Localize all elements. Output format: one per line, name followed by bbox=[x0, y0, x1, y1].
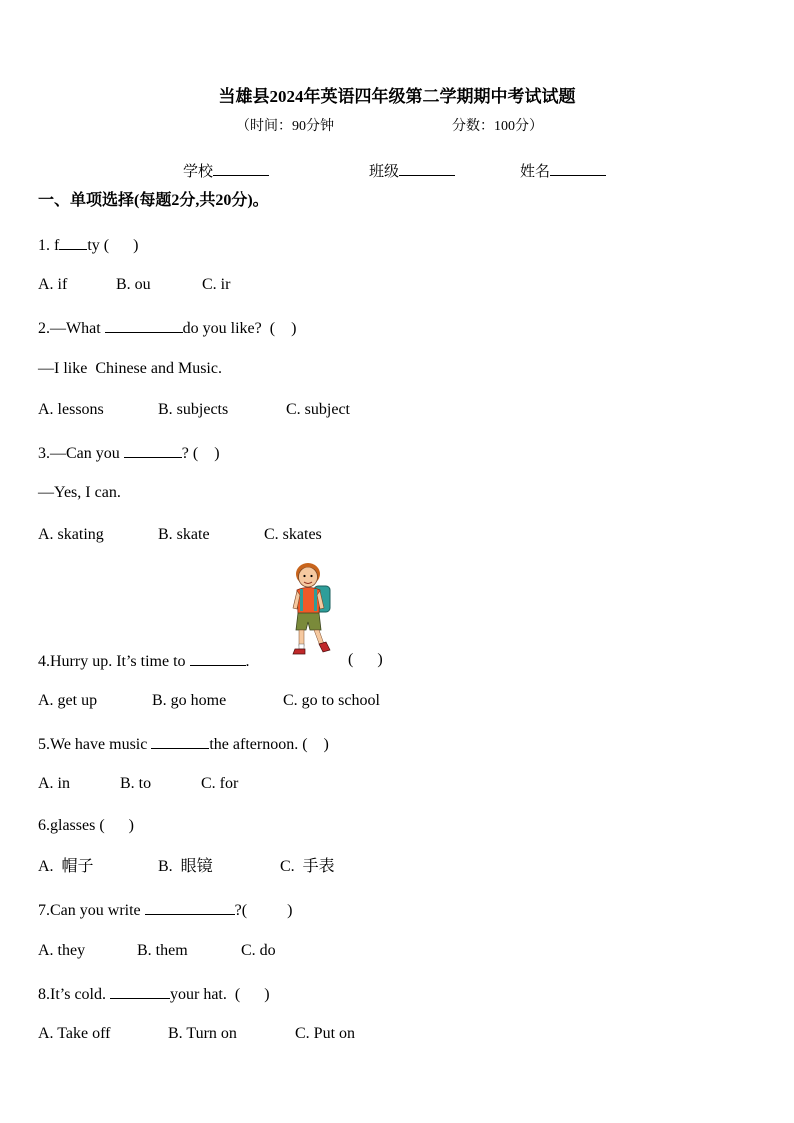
answer-blank bbox=[124, 442, 182, 458]
option-c: C. for bbox=[201, 775, 239, 792]
exam-title: 当雄县2024年英语四年级第二学期期中考试试题 bbox=[218, 87, 576, 106]
answer-blank bbox=[190, 650, 246, 666]
option-c: C. ir bbox=[202, 276, 231, 293]
question-text: 2.—What bbox=[38, 320, 105, 337]
answer-blank bbox=[110, 983, 170, 999]
option-a: A. skating bbox=[38, 526, 104, 543]
question-text: 3.—Can you bbox=[38, 445, 124, 462]
question-2 bbox=[38, 317, 296, 339]
question-3 bbox=[38, 442, 220, 464]
option-a: A. Take off bbox=[38, 1025, 111, 1042]
question-text: your hat. ( ) bbox=[170, 986, 270, 1003]
option-c: C. Put on bbox=[295, 1025, 356, 1042]
name-blank bbox=[550, 160, 606, 176]
question-text: 1. f bbox=[38, 237, 60, 254]
question-6: 6.glasses ( ) bbox=[38, 817, 134, 834]
schoolboy-illustration bbox=[286, 562, 334, 662]
school-blank bbox=[213, 160, 269, 176]
question-text: 5.We have music bbox=[38, 736, 152, 753]
question-text: ?( ) bbox=[234, 902, 293, 919]
exam-score: 分数：100分） bbox=[452, 119, 543, 134]
question-text: 8.It’s cold. bbox=[38, 986, 110, 1003]
option-b: B. to bbox=[120, 775, 152, 792]
option-b: B. Turn on bbox=[168, 1025, 237, 1042]
answer-blank bbox=[105, 317, 183, 333]
option-b: B. them bbox=[137, 942, 188, 959]
name-field bbox=[520, 160, 606, 182]
section-heading: 一、单项选择(每题2分,共20分)。 bbox=[38, 192, 269, 209]
class-label: 班级 bbox=[369, 164, 400, 180]
option-c: C. do bbox=[241, 942, 276, 959]
option-c: C. skates bbox=[264, 526, 322, 543]
option-a: A. get up bbox=[38, 692, 98, 709]
option-c: C. 手表 bbox=[280, 858, 335, 875]
question-text: ? ( ) bbox=[181, 445, 220, 462]
class-blank bbox=[399, 160, 455, 176]
question-2-reply: —I like Chinese and Music. bbox=[38, 360, 222, 377]
question-8 bbox=[38, 983, 270, 1005]
option-b: B. skate bbox=[158, 526, 210, 543]
question-4-paren: ( ) bbox=[348, 651, 383, 668]
option-a: A. if bbox=[38, 276, 68, 293]
option-a: A. 帽子 bbox=[38, 858, 94, 875]
option-c: C. go to school bbox=[283, 692, 380, 709]
option-b: B. ou bbox=[116, 276, 151, 293]
school-label: 学校 bbox=[183, 164, 214, 180]
answer-blank bbox=[59, 234, 87, 250]
school-field bbox=[183, 160, 269, 182]
question-5 bbox=[38, 733, 329, 755]
question-text: ty ( ) bbox=[87, 237, 139, 254]
question-7 bbox=[38, 899, 292, 921]
question-text: the afternoon. ( ) bbox=[209, 736, 329, 753]
exam-time: （时间：90分钟 bbox=[236, 119, 334, 134]
class-field bbox=[369, 160, 455, 182]
option-a: A. lessons bbox=[38, 401, 104, 418]
question-text: . bbox=[245, 653, 250, 670]
option-b: B. 眼镜 bbox=[158, 858, 213, 875]
option-a: A. they bbox=[38, 942, 86, 959]
question-text: do you like? ( ) bbox=[182, 320, 297, 337]
question-1 bbox=[38, 234, 138, 256]
question-4 bbox=[38, 650, 250, 672]
option-b: B. subjects bbox=[158, 401, 229, 418]
answer-blank bbox=[145, 899, 235, 915]
question-text: 4.Hurry up. It’s time to bbox=[38, 653, 190, 670]
name-label: 姓名 bbox=[520, 164, 551, 180]
option-c: C. subject bbox=[286, 401, 350, 418]
option-b: B. go home bbox=[152, 692, 227, 709]
answer-blank bbox=[151, 733, 209, 749]
option-a: A. in bbox=[38, 775, 70, 792]
question-text: 7.Can you write bbox=[38, 902, 145, 919]
question-3-reply: —Yes, I can. bbox=[38, 484, 121, 501]
